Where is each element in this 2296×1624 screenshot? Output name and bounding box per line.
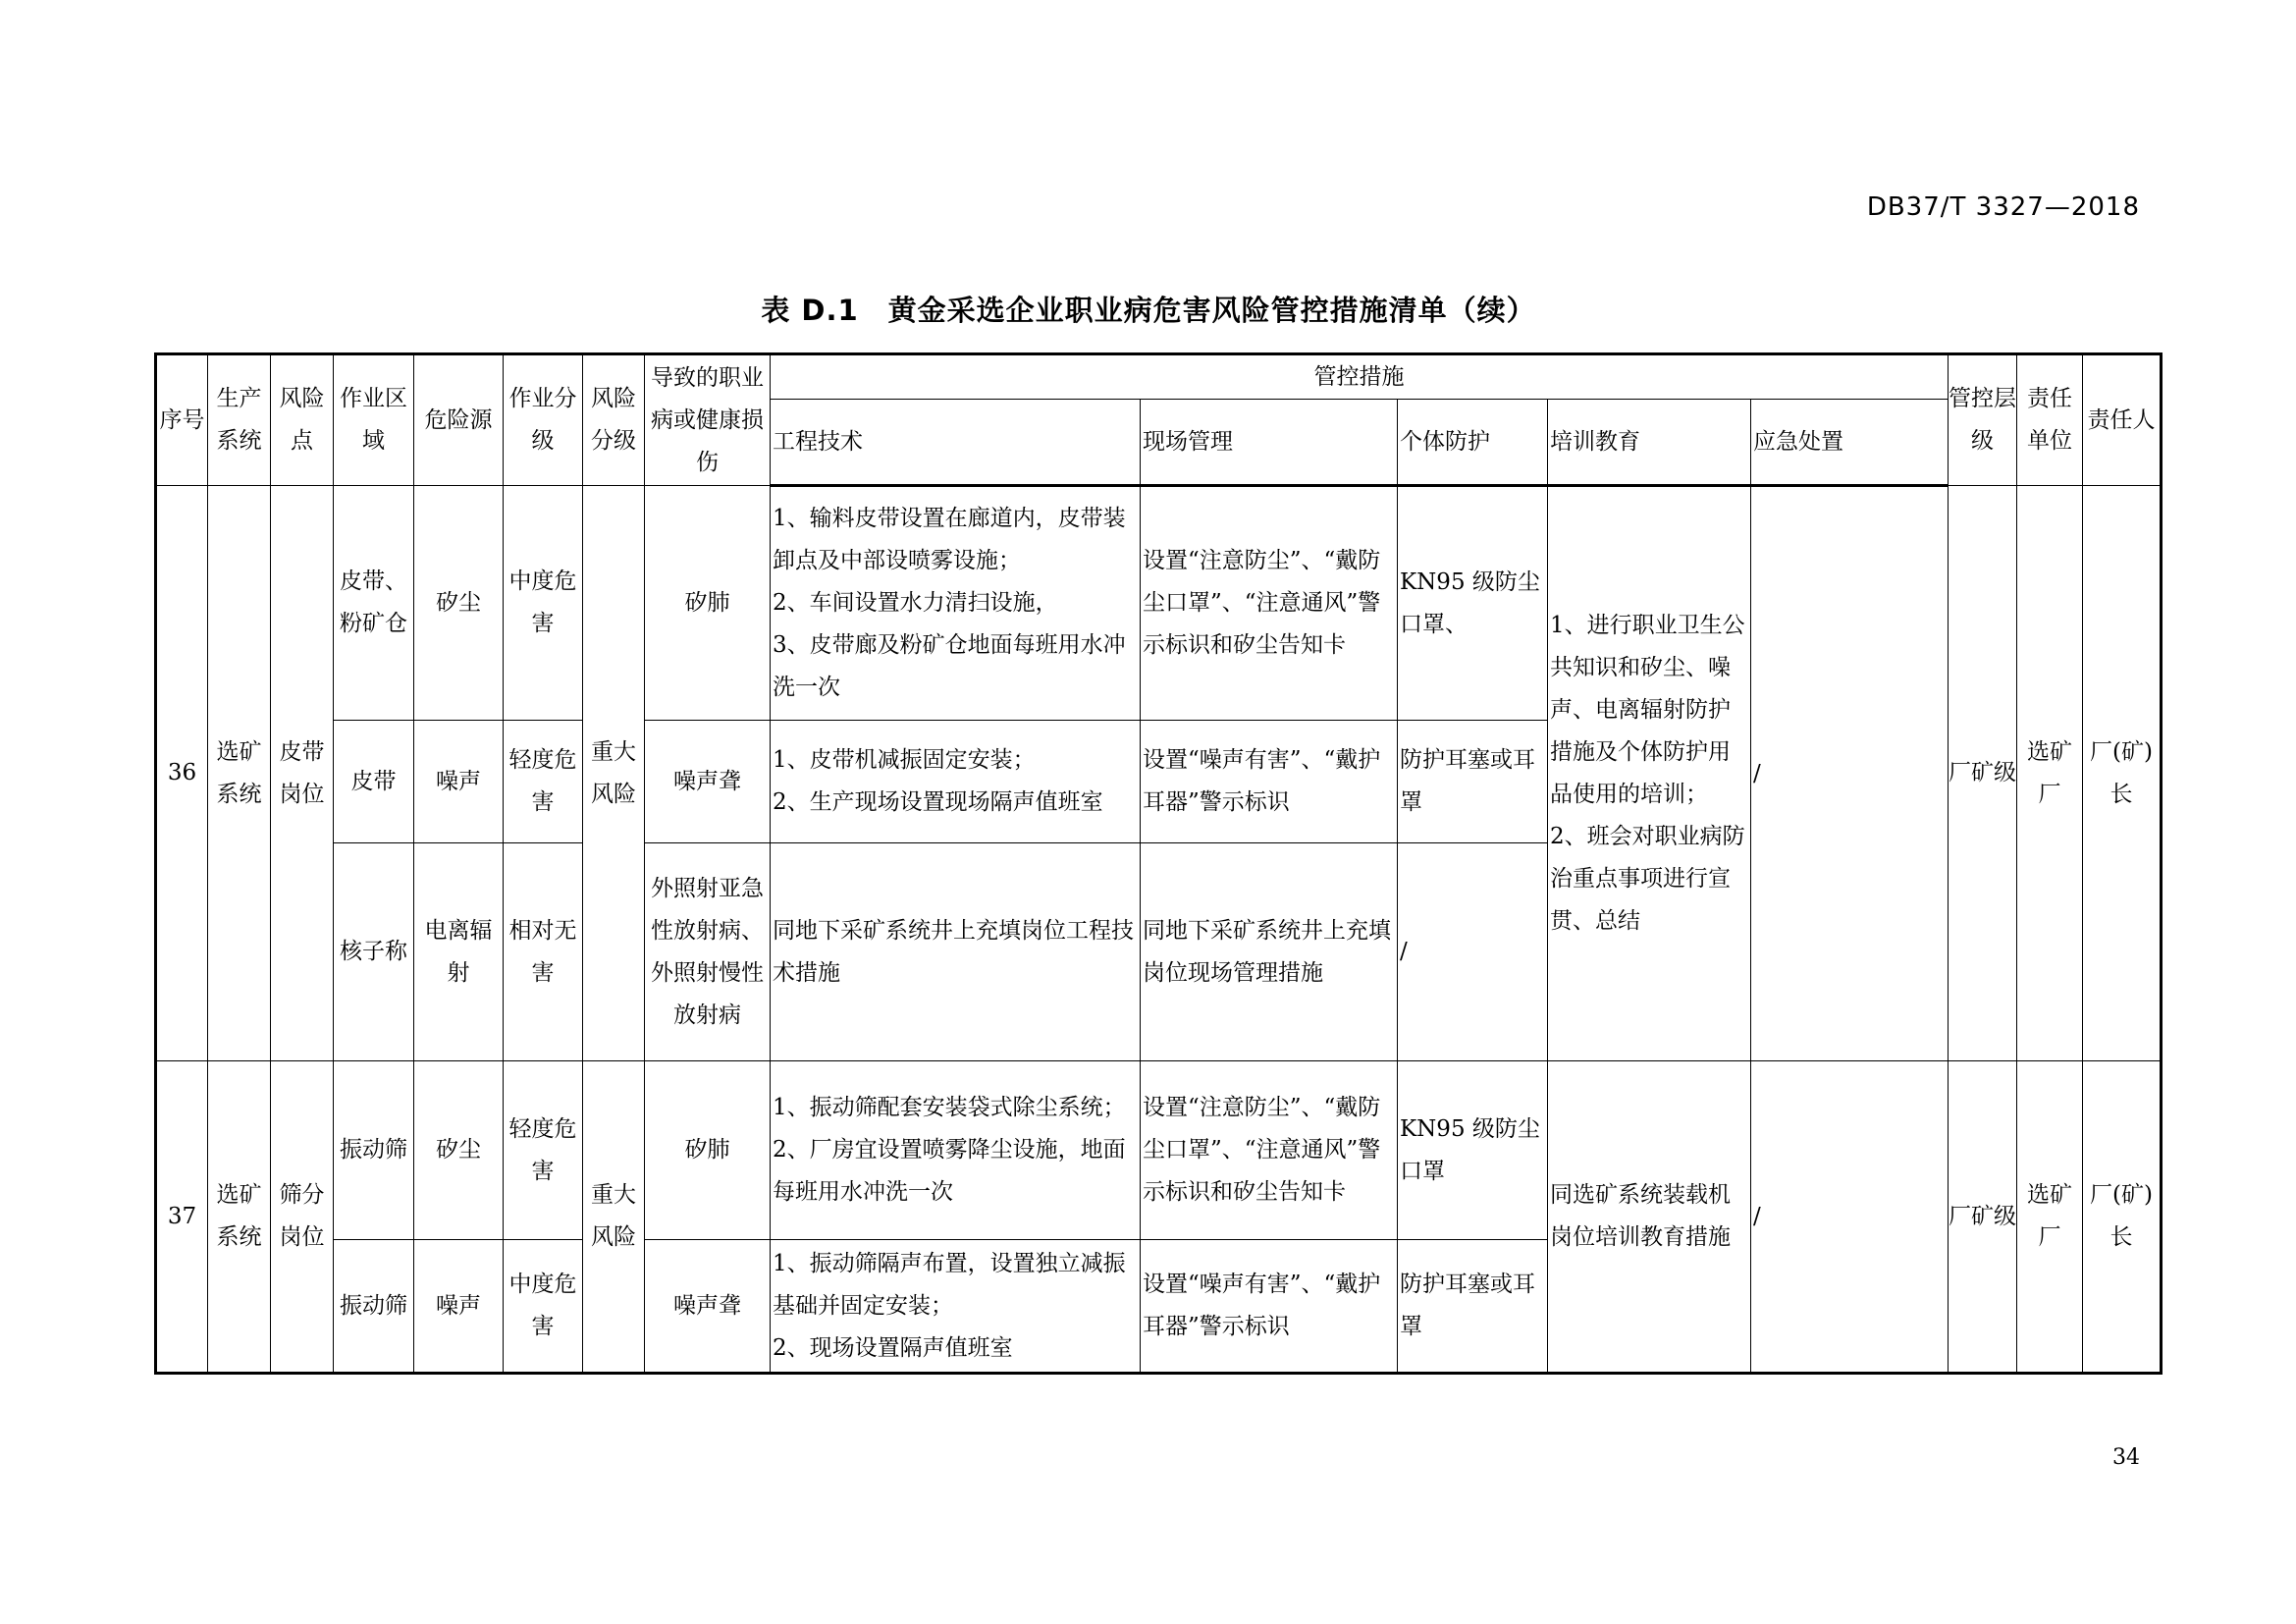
cell-work-grade: 轻度危害 <box>504 1061 583 1240</box>
col-header-control-level: 管控层级 <box>1949 354 2017 486</box>
cell-work-area: 皮带、粉矿仓 <box>334 486 414 721</box>
col-header-work-area: 作业区域 <box>334 354 414 486</box>
col-header-resp-unit: 责任单位 <box>2017 354 2083 486</box>
document-code: DB37/T 3327—2018 <box>1866 192 2140 222</box>
cell-risk-grade: 重大风险 <box>583 486 645 1061</box>
cell-seq: 37 <box>156 1061 208 1374</box>
cell-engineering: 1、输料皮带设置在廊道内，皮带装卸点及中部设喷雾设施； 2、车间设置水力清扫设施， 3、皮带廊及粉矿仓地面每班用水冲洗一次 <box>771 486 1141 721</box>
cell-work-area: 皮带 <box>334 721 414 843</box>
col-header-site-management: 现场管理 <box>1141 400 1398 486</box>
col-header-disease: 导致的职业病或健康损伤 <box>645 354 771 486</box>
cell-work-grade: 轻度危害 <box>504 721 583 843</box>
cell-site-management: 设置“注意防尘”、“戴防尘口罩”、“注意通风”警示标识和矽尘告知卡 <box>1141 1061 1398 1240</box>
cell-emergency: / <box>1751 486 1949 1061</box>
cell-disease: 矽肺 <box>645 1061 771 1240</box>
cell-seq: 36 <box>156 486 208 1061</box>
cell-ppe: 防护耳塞或耳罩 <box>1398 721 1548 843</box>
cell-engineering: 1、振动筛隔声布置，设置独立减振基础并固定安装； 2、现场设置隔声值班室 <box>771 1240 1141 1374</box>
cell-control-level: 厂矿级 <box>1949 486 2017 1061</box>
cell-work-grade: 中度危害 <box>504 1240 583 1374</box>
col-header-control-measures: 管控措施 <box>771 354 1949 400</box>
cell-hazard-source: 噪声 <box>414 721 504 843</box>
cell-resp-unit: 选矿厂 <box>2017 486 2083 1061</box>
page-number: 34 <box>2112 1445 2140 1470</box>
col-header-resp-person: 责任人 <box>2083 354 2162 486</box>
cell-site-management: 设置“噪声有害”、“戴护耳器”警示标识 <box>1141 1240 1398 1374</box>
cell-work-grade: 相对无害 <box>504 843 583 1061</box>
cell-site-management: 设置“注意防尘”、“戴防尘口罩”、“注意通风”警示标识和矽尘告知卡 <box>1141 486 1398 721</box>
cell-site-management: 设置“噪声有害”、“戴护耳器”警示标识 <box>1141 721 1398 843</box>
cell-hazard-source: 矽尘 <box>414 486 504 721</box>
table-title: 表 D.1 黄金采选企业职业病危害风险管控措施清单（续） <box>761 294 1536 327</box>
cell-risk-point: 皮带岗位 <box>271 486 334 1061</box>
cell-work-area: 振动筛 <box>334 1061 414 1240</box>
cell-control-level: 厂矿级 <box>1949 1061 2017 1374</box>
table-row <box>156 486 2162 721</box>
cell-training: 同选矿系统装载机岗位培训教育措施 <box>1548 1061 1751 1374</box>
col-header-ppe: 个体防护 <box>1398 400 1548 486</box>
cell-work-area: 振动筛 <box>334 1240 414 1374</box>
risk-control-table <box>154 352 2163 1375</box>
col-header-seq: 序号 <box>156 354 208 486</box>
cell-engineering: 同地下采矿系统井上充填岗位工程技术措施 <box>771 843 1141 1061</box>
cell-ppe: KN95 级防尘口罩、 <box>1398 486 1548 721</box>
cell-engineering: 1、皮带机减振固定安装； 2、生产现场设置现场隔声值班室 <box>771 721 1141 843</box>
cell-disease: 噪声聋 <box>645 721 771 843</box>
cell-resp-person: 厂(矿)长 <box>2083 486 2162 1061</box>
col-header-risk-grade: 风险分级 <box>583 354 645 486</box>
col-header-training: 培训教育 <box>1548 400 1751 486</box>
cell-disease: 外照射亚急性放射病、外照射慢性放射病 <box>645 843 771 1061</box>
table-row <box>156 1061 2162 1240</box>
cell-training: 1、进行职业卫生公共知识和矽尘、噪声、电离辐射防护措施及个体防护用品使用的培训； 2、班会对职业病防治重点事项进行宣贯、总结 <box>1548 486 1751 1061</box>
col-header-work-grade: 作业分级 <box>504 354 583 486</box>
cell-ppe: 防护耳塞或耳罩 <box>1398 1240 1548 1374</box>
cell-engineering: 1、振动筛配套安装袋式除尘系统； 2、厂房宜设置喷雾降尘设施，地面每班用水冲洗一次 <box>771 1061 1141 1240</box>
cell-disease: 矽肺 <box>645 486 771 721</box>
header-row-top <box>156 354 2162 400</box>
cell-disease: 噪声聋 <box>645 1240 771 1374</box>
col-header-risk-point: 风险点 <box>271 354 334 486</box>
col-header-system: 生产系统 <box>208 354 271 486</box>
cell-emergency: / <box>1751 1061 1949 1374</box>
cell-ppe: KN95 级防尘口罩 <box>1398 1061 1548 1240</box>
cell-risk-point: 筛分岗位 <box>271 1061 334 1374</box>
cell-system: 选矿系统 <box>208 1061 271 1374</box>
cell-work-area: 核子称 <box>334 843 414 1061</box>
cell-site-management: 同地下采矿系统井上充填岗位现场管理措施 <box>1141 843 1398 1061</box>
cell-work-grade: 中度危害 <box>504 486 583 721</box>
cell-ppe: / <box>1398 843 1548 1061</box>
cell-resp-person: 厂(矿)长 <box>2083 1061 2162 1374</box>
cell-system: 选矿系统 <box>208 486 271 1061</box>
cell-hazard-source: 矽尘 <box>414 1061 504 1240</box>
col-header-emergency: 应急处置 <box>1751 400 1949 486</box>
cell-hazard-source: 电离辐射 <box>414 843 504 1061</box>
col-header-engineering: 工程技术 <box>771 400 1141 486</box>
cell-hazard-source: 噪声 <box>414 1240 504 1374</box>
cell-risk-grade: 重大风险 <box>583 1061 645 1374</box>
cell-resp-unit: 选矿厂 <box>2017 1061 2083 1374</box>
col-header-hazard-source: 危险源 <box>414 354 504 486</box>
